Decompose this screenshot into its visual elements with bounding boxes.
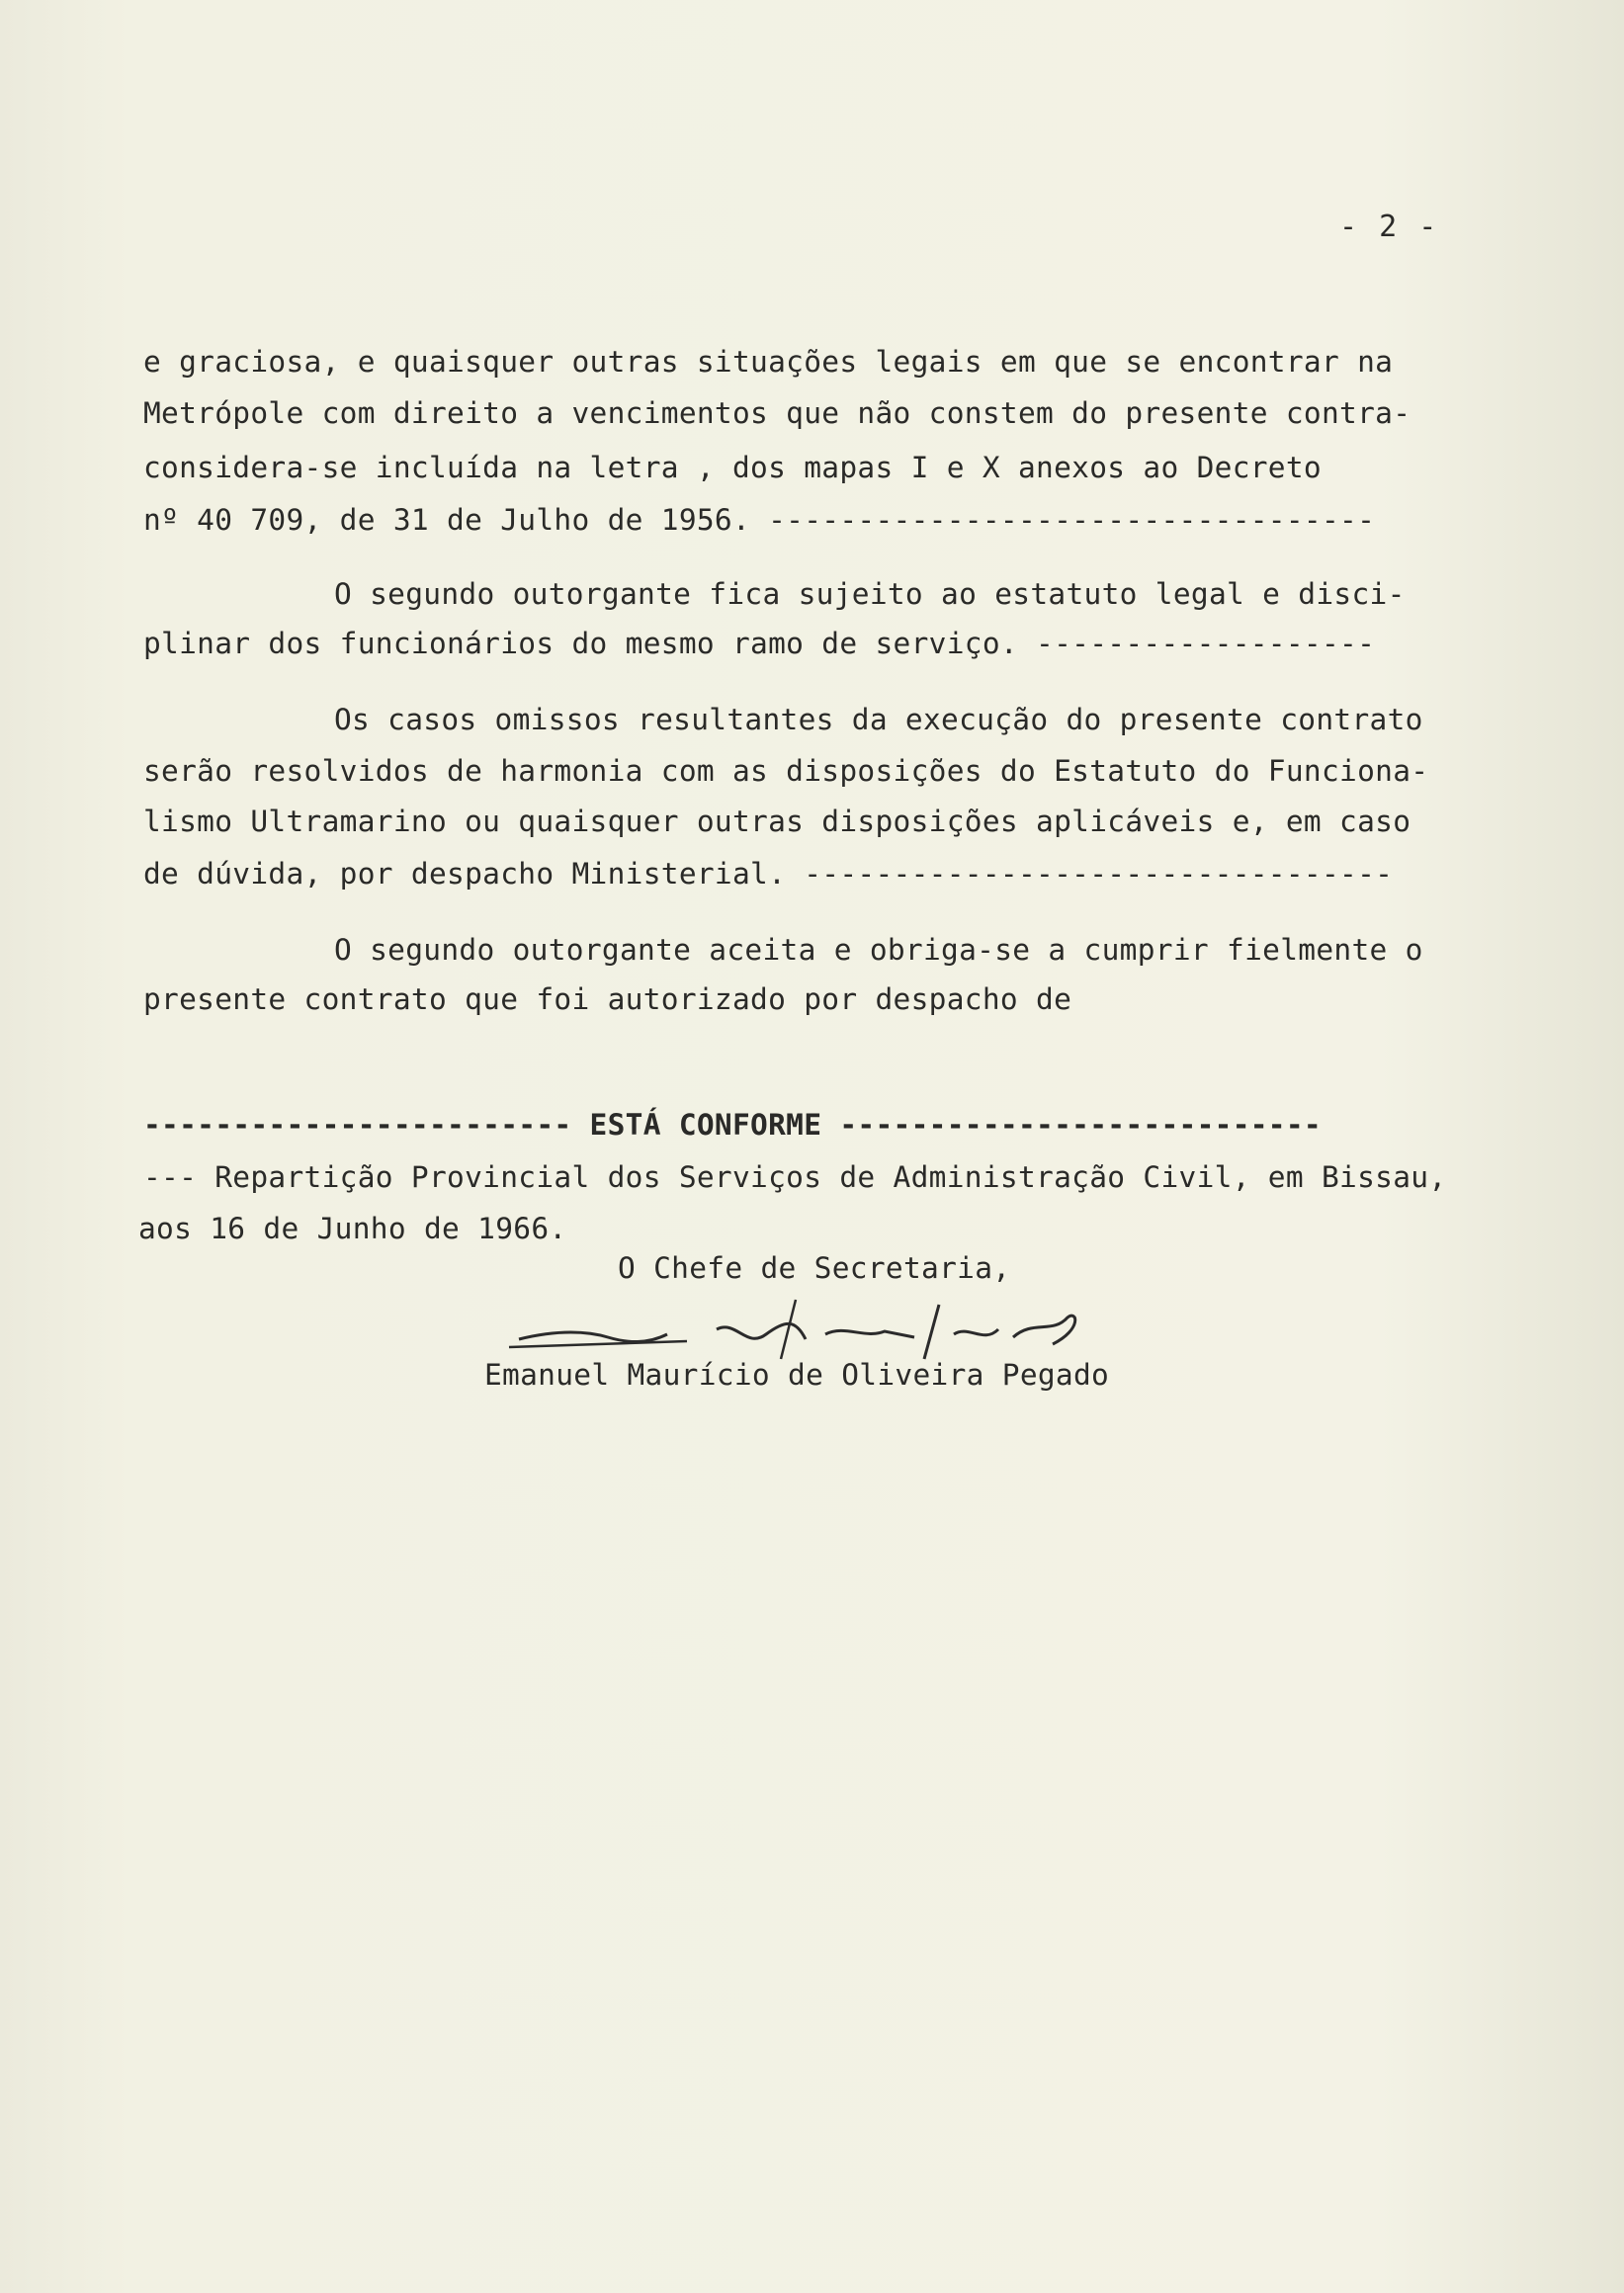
date-line: aos 16 de Junho de 1966. [138, 1212, 567, 1245]
show-through-text [148, 1334, 165, 1370]
paragraph-3-line-1: Os casos omissos resultantes da execução do presente contrato [334, 703, 1423, 736]
paragraph-3-line-4: de dúvida, por despacho Ministerial. --------------------------------- [143, 857, 1394, 891]
paragraph-2-line-1: O segundo outorgante fica sujeito ao estatuto legal e disci- [334, 577, 1406, 611]
paragraph-2-line-2: plinar dos funcionários do mesmo ramo de serviço. ------------------- [143, 627, 1376, 660]
paragraph-3-line-2: serão resolvidos de harmonia com as disposições do Estatuto do Funciona- [143, 754, 1429, 788]
paragraph-4-line-2: presente contrato que foi autorizado por despacho de [143, 982, 1072, 1016]
paragraph-1-line-1: e graciosa, e quaisquer outras situações legais em que se encontrar na [143, 345, 1394, 379]
signatory-title: O Chefe de Secretaria, [618, 1251, 1011, 1285]
repartition-line: --- Repartição Provincial dos Serviços de Administração Civil, em Bissau, [143, 1160, 1447, 1194]
paragraph-4-line-1: O segundo outorgante aceita e obriga-se a cumprir fielmente o [334, 933, 1423, 967]
paragraph-1-line-3: considera-se incluída na letra , dos mapas I e X anexos ao Decreto [143, 451, 1322, 484]
signatory-name: Emanuel Maurício de Oliveira Pegado [484, 1358, 1110, 1392]
paragraph-1-line-2: Metrópole com direito a vencimentos que não constem do presente contra- [143, 396, 1411, 430]
esta-conforme-line: ------------------------ ESTÁ CONFORME --------------------------- [143, 1108, 1322, 1142]
paragraph-1-line-4: nº 40 709, de 31 de Julho de 1956. ---------------------------------- [143, 503, 1376, 537]
paragraph-3-line-3: lismo Ultramarino ou quaisquer outras disposições aplicáveis e, em caso [143, 805, 1411, 838]
page-number: - 2 - [1339, 210, 1439, 244]
